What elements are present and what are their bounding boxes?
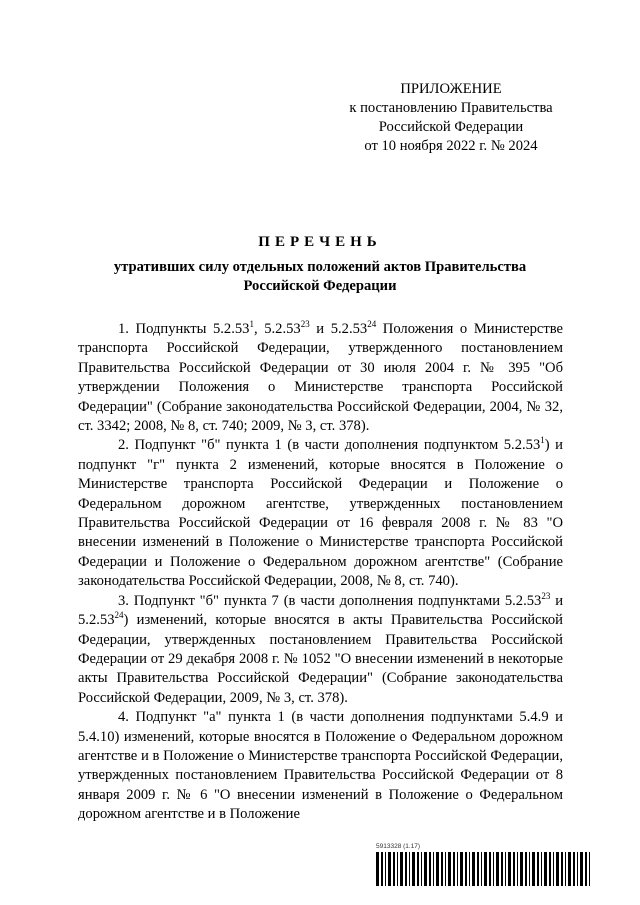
appendix-date: от 10 ноября 2022 г. № 2024 — [364, 138, 538, 154]
appendix-line: к постановлению Правительства — [349, 100, 553, 116]
appendix-line: ПРИЛОЖЕНИЕ — [400, 81, 502, 97]
list-item: 2. Подпункт "б" пункта 1 (в части дополнения подпунктом 5.2.53$^1$) и подпункт "г" пункта 2 изменений, которые вносятся в Положение о Министерстве транспорта Российской Федерации и Положение о Федеральном дорожном агентстве, утвержденных постановлением Правительства Российской Федерации от 16 февраля 2008 г. № 83 "О внесении изменений в Положение о Министерстве транспорта Российской Федерации и Положение о Федеральном дорожном агентстве" (Собрание законодательства Российской Федерации, 2008, № 8, ст. 740). — [78, 435, 563, 590]
list-item: 3. Подпункт "б" пункта 7 (в части дополнения подпунктами 5.2.53$^{23}$ и 5.2.53$^{24}$) изменений, которые вносятся в акты Правительства Российской Федерации, утвержденных постановлением Правительства Российской Федерации от 29 декабря 2008 г. № 1052 "О внесении изменений в некоторые акты Правительства Российской Федерации" (Собрание законодательства Российской Федерации, 2009, № 3, ст. 378). — [78, 590, 563, 706]
appendix-header — [336, 80, 566, 156]
subtitle-line: Российской Федерации — [243, 278, 397, 294]
appendix-line: Российской Федерации — [378, 119, 524, 135]
document-subtitle — [0, 258, 640, 296]
document-stamp: 5913328 (1.17) — [376, 843, 421, 850]
subtitle-line: утративших силу отдельных положений актов Правительства — [113, 259, 527, 275]
barcode-icon — [376, 852, 590, 886]
document-body — [78, 320, 563, 825]
document-title: ПЕРЕЧЕНЬ — [258, 234, 382, 250]
list-item: 1. Подпункты 5.2.53$^1$, 5.2.53$^{23}$ и 5.2.53$^{24}$ Положения о Министерстве транспорта Российской Федерации, утвержденного постановлением Правительства Российской Федерации от 30 июля 2004 г. № 395 "Об утверждении Положения о Министерстве транспорта Российской Федерации" (Собрание законодательства Российской Федерации, 2004, № 32, ст. 3342; 2008, № 8, ст. 740; 2009, № 3, ст. 378). — [78, 319, 563, 435]
list-item: 4. Подпункт "а" пункта 1 (в части дополнения подпунктами 5.4.9 и 5.4.10) изменений, которые вносятся в Положение о Федеральном дорожном агентстве и в Положение о Министерстве транспорта Российской Федерации, утвержденных постановлением Правительства Российской Федерации от 8 января 2009 г. № 6 "О внесении изменений в Положение о Федеральном дорожном агентстве и в Положение — [78, 709, 563, 823]
